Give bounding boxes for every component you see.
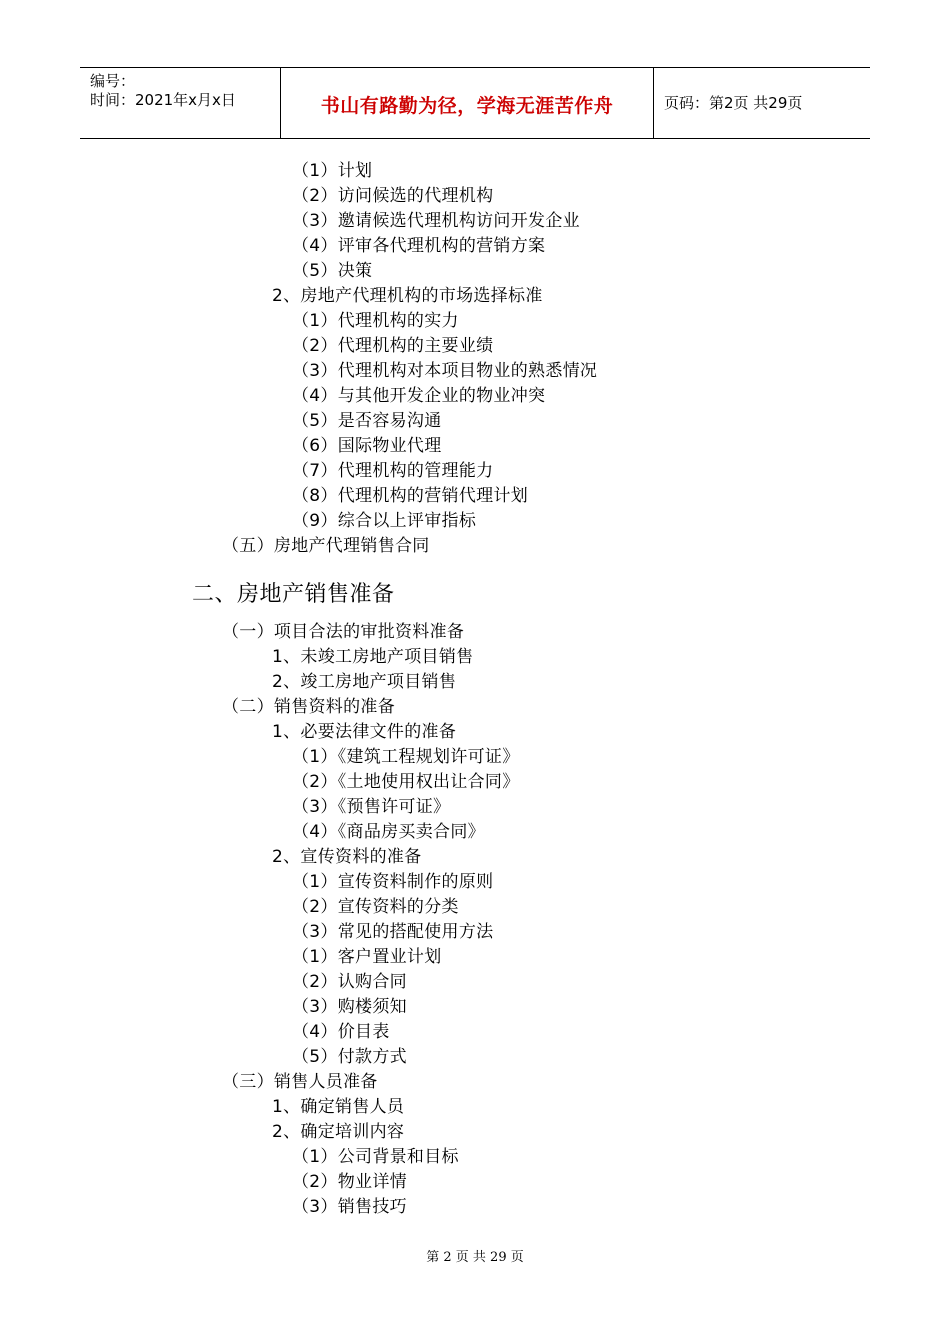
outline-item: （5）是否容易沟通 [292,411,442,431]
outline-item: （4）评审各代理机构的营销方案 [292,236,546,256]
outline-item: （3）常见的搭配使用方法 [292,922,494,942]
outline-item: （一）项目合法的审批资料准备 [222,622,465,642]
outline-item: （2）宣传资料的分类 [292,897,459,917]
outline-item: （2）《土地使用权出让合同》 [292,772,520,792]
outline-item: （五）房地产代理销售合同 [222,536,430,556]
outline-item: 2、宣传资料的准备 [272,847,422,867]
outline-item: （1）客户置业计划 [292,947,442,967]
outline-item: （6）国际物业代理 [292,436,442,456]
outline-item: （3）邀请候选代理机构访问开发企业 [292,211,580,231]
outline-item: （3）《预售许可证》 [292,797,451,817]
outline-item: （2）认购合同 [292,972,407,992]
outline-item: （7）代理机构的管理能力 [292,461,494,481]
outline-item: （2）代理机构的主要业绩 [292,336,494,356]
document-date-label: 时间：2021年x月x日 [90,91,236,109]
outline-item: （1）计划 [292,161,373,181]
outline-item: （1）宣传资料制作的原则 [292,872,494,892]
outline-item: 1、必要法律文件的准备 [272,722,457,742]
outline-item: （5）付款方式 [292,1047,407,1067]
header-motto-cell [281,68,654,138]
outline-item: （2）访问候选的代理机构 [292,186,494,206]
outline-item: （3）购楼须知 [292,997,407,1017]
outline-item: （8）代理机构的营销代理计划 [292,486,529,506]
outline-item: （4）价目表 [292,1022,390,1042]
section-heading: 二、房地产销售准备 [192,582,395,607]
outline-item: 1、未竣工房地产项目销售 [272,647,474,667]
outline-item: 2、竣工房地产项目销售 [272,672,457,692]
outline-item: （4）与其他开发企业的物业冲突 [292,386,546,406]
document-number-label: 编号： [90,72,136,90]
header-motto: 书山有路勤为径，学海无涯苦作舟 [320,95,614,117]
outline-item: （1）代理机构的实力 [292,311,459,331]
outline-item: 1、确定销售人员 [272,1097,405,1117]
outline-item: 2、确定培训内容 [272,1122,405,1142]
header-info-cell [80,68,281,138]
outline-item: （1）公司背景和目标 [292,1147,459,1167]
outline-item: （4）《商品房买卖合同》 [292,822,485,842]
outline-item: 2、房地产代理机构的市场选择标准 [272,286,543,306]
page-footer: 第 2 页 共 29 页 [426,1250,524,1265]
outline-item: （9）综合以上评审指标 [292,511,477,531]
outline-item: （5）决策 [292,261,373,281]
outline-item: （3）销售技巧 [292,1197,407,1217]
outline-item: （1）《建筑工程规划许可证》 [292,747,520,767]
outline-item: （三）销售人员准备 [222,1072,378,1092]
outline-item: （3）代理机构对本项目物业的熟悉情况 [292,361,598,381]
outline-item: （2）物业详情 [292,1172,407,1192]
page-header [80,67,870,139]
outline-item: （二）销售资料的准备 [222,697,395,717]
header-page-cell [654,68,870,138]
header-page-number: 页码：第2页 共29页 [664,94,803,112]
